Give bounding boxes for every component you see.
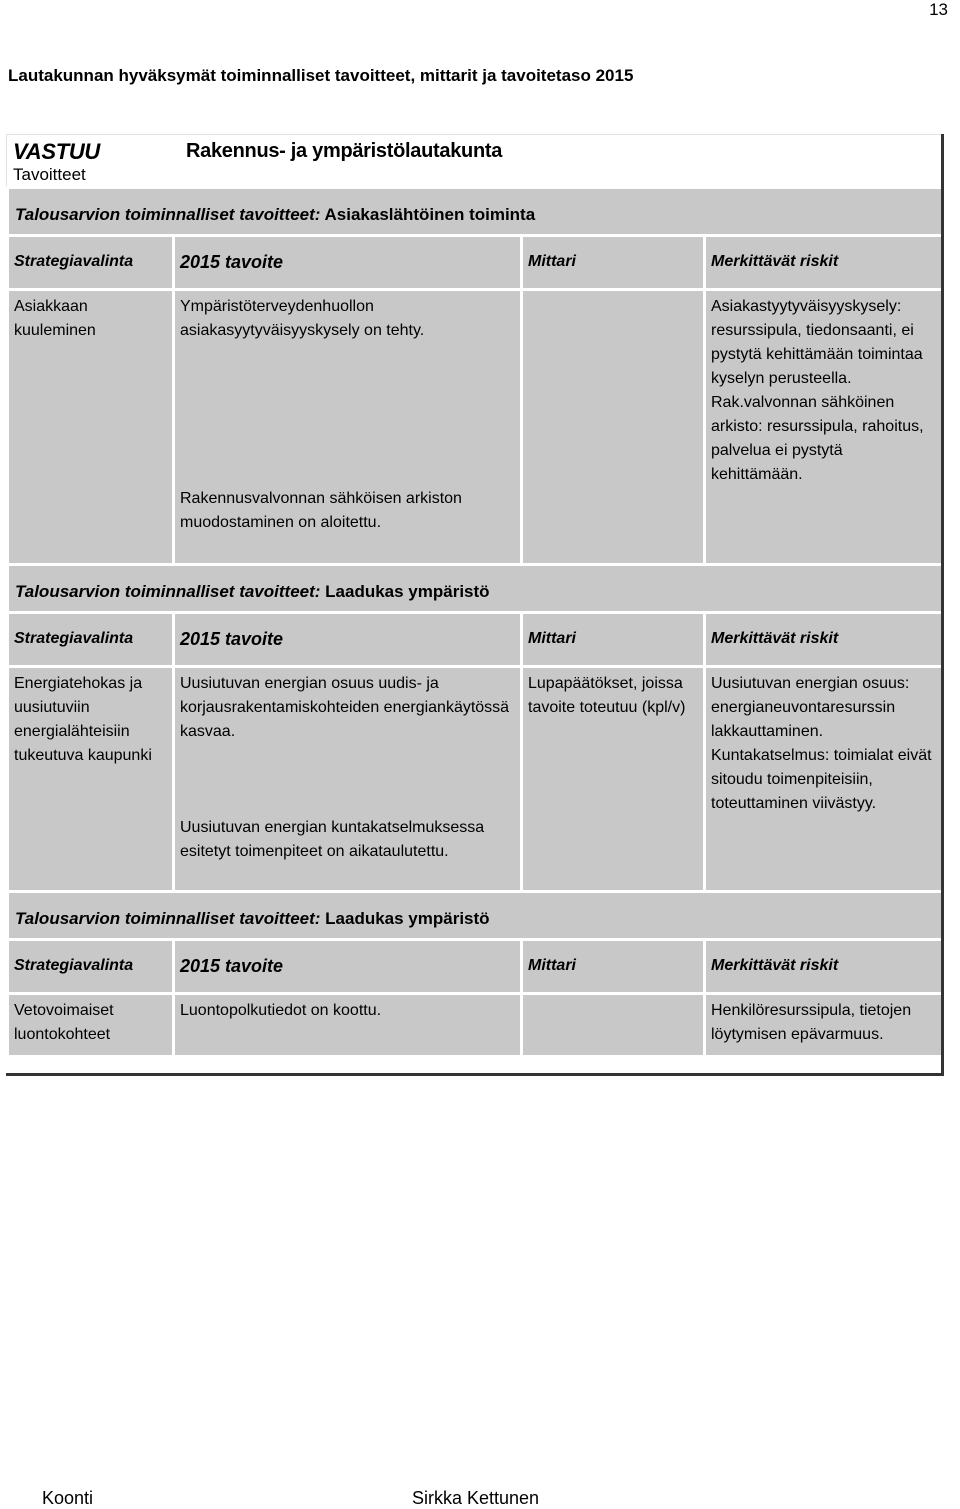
- col-risks-header: Merkittävät riskit: [703, 237, 941, 288]
- col-metric-header: Mittari: [520, 614, 703, 665]
- table-row: [9, 995, 941, 1055]
- col-strategy-header: Strategiavalinta: [14, 253, 134, 270]
- committee-name: Rakennus- ja ympäristölautakunta: [186, 140, 503, 162]
- risks-cell: Henkilöresurssipula, tietojen löytymisen epävarmuus.: [703, 995, 941, 1055]
- strategy-cell: Vetovoimaiset luontokohteet: [14, 1002, 114, 1043]
- page-number: 13: [929, 0, 948, 19]
- section-title: [9, 893, 941, 941]
- section-laadukas-ymparisto-1: [6, 566, 944, 893]
- col-goal-header: 2015 tavoite: [172, 614, 520, 665]
- column-header-row: [9, 614, 941, 668]
- col-metric-header: Mittari: [520, 237, 703, 288]
- metric-cell: [520, 995, 703, 1055]
- goal-cell: [172, 668, 520, 890]
- strategy-cell: Energiatehokas ja uusiutuviin energialähteisiin tukeutuva kaupunki: [14, 675, 152, 764]
- table-row: [9, 291, 941, 563]
- col-risks-header: Merkittävät riskit: [703, 941, 941, 992]
- col-goal-header: 2015 tavoite: [172, 941, 520, 992]
- tavoitteet-label: Tavoitteet: [13, 165, 86, 184]
- goal-text-2: Rakennusvalvonnan sähköisen arkiston muodostaminen on aloitettu.: [180, 490, 462, 531]
- col-strategy-header: Strategiavalinta: [14, 957, 134, 974]
- goal-text-1: Ympäristöterveydenhuollon asiakasyytyväisyyskysely on tehty.: [180, 298, 425, 339]
- section-laadukas-ymparisto-2: [6, 893, 944, 1058]
- sheet-header: [6, 134, 944, 186]
- column-header-row: [9, 237, 941, 291]
- risks-cell: Asiakastyytyväisyyskysely: resurssipula, tiedonsaanti, ei pystytä kehittämään toimintaa kyselyn perusteella. Rak.valvonnan sähköinen arkisto: resurssipula, rahoitus, palvelua ei pystytä kehittämään.: [703, 291, 941, 563]
- section-title-lead: Talousarvion toiminnalliset tavoitteet:: [15, 909, 321, 928]
- risks-cell: Uusiutuvan energian osuus: energianeuvontaresurssin lakkauttaminen. Kuntakatselmus: toimialat eivät sitoudu toimenpiteisiin, toteuttaminen viivästyy.: [703, 668, 941, 890]
- section-title-topic: Laadukas ympäristö: [325, 582, 490, 601]
- column-header-row: [9, 941, 941, 995]
- goal-text-1: Luontopolkutiedot on koottu.: [180, 1002, 382, 1019]
- col-strategy-header: Strategiavalinta: [14, 630, 134, 647]
- section-title-lead: Talousarvion toiminnalliset tavoitteet:: [15, 582, 321, 601]
- footer-left: Koonti: [42, 1488, 94, 1508]
- table-row: [9, 668, 941, 890]
- metric-cell: Lupapäätökset, joissa tavoite toteutuu (kpl/v): [520, 668, 703, 890]
- goal-text-2: Uusiutuvan energian kuntakatselmuksessa esitetyt toimenpiteet on aikataulutettu.: [180, 819, 485, 860]
- document-title: Lautakunnan hyväksymät toiminnalliset tavoitteet, mittarit ja tavoitetaso 2015: [8, 66, 634, 85]
- col-goal-header: 2015 tavoite: [172, 237, 520, 288]
- section-title-lead: Talousarvion toiminnalliset tavoitteet:: [15, 205, 321, 224]
- col-metric-header: Mittari: [520, 941, 703, 992]
- strategy-cell: Asiakkaan kuuleminen: [14, 298, 96, 339]
- section-title: [9, 189, 941, 237]
- col-risks-header: Merkittävät riskit: [703, 614, 941, 665]
- goals-sheet: [6, 134, 944, 1058]
- goal-text-1: Uusiutuvan energian osuus uudis- ja korjausrakentamiskohteiden energiankäytössä kasvaa.: [180, 675, 510, 740]
- section-title-topic: Laadukas ympäristö: [325, 909, 490, 928]
- section-title: [9, 566, 941, 614]
- goal-cell: [172, 995, 520, 1055]
- goal-cell: [172, 291, 520, 563]
- footer-right: Sirkka Kettunen: [412, 1488, 540, 1508]
- section-title-topic: Asiakaslähtöinen toiminta: [324, 205, 536, 224]
- metric-cell: [520, 291, 703, 563]
- vastuu-label: VASTUU: [13, 139, 101, 164]
- section-asiakaslahtoinen: [6, 186, 944, 566]
